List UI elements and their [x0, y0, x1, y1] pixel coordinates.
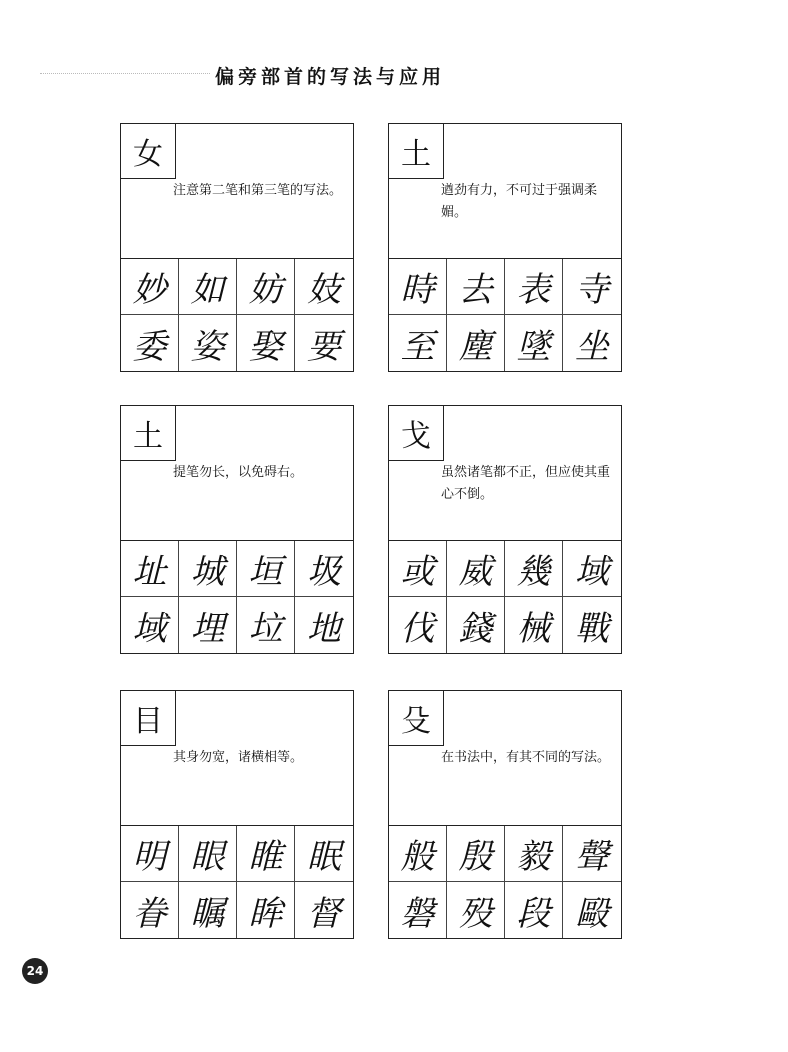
radical-tip: 虽然诸笔都不正，但应使其重心不倒。 [441, 465, 611, 502]
example-char: 殷 [447, 826, 505, 882]
example-char: 域 [563, 541, 621, 597]
example-char: 睢 [237, 826, 295, 882]
example-char: 至 [389, 315, 447, 371]
example-char: 錢 [447, 597, 505, 653]
page-title: 偏旁部首的写法与应用 [215, 66, 446, 88]
panel-header [121, 406, 353, 541]
example-char: 塵 [447, 315, 505, 371]
example-char: 地 [307, 608, 341, 649]
example-char: 伐 [389, 597, 447, 653]
example-char: 坐 [575, 326, 609, 367]
example-char: 眼 [179, 826, 237, 882]
example-char: 眷 [121, 882, 179, 938]
example-char: 殁 [447, 882, 505, 938]
example-char: 聲 [563, 826, 621, 882]
example-char: 戰 [575, 608, 609, 649]
example-char: 瞩 [179, 882, 237, 938]
radical-tip: 其身勿宽，诸横相等。 [173, 750, 304, 765]
example-char: 域 [121, 597, 179, 653]
example-char: 委 [121, 315, 179, 371]
example-char: 寺 [563, 259, 621, 315]
example-char: 娶 [237, 315, 295, 371]
example-char: 眠 [295, 826, 353, 882]
example-char: 垣 [237, 541, 295, 597]
radical-tip: 在书法中，有其不同的写法。 [441, 750, 611, 765]
example-char: 妨 [237, 259, 295, 315]
example-char: 埋 [179, 597, 237, 653]
example-char: 械 [505, 597, 563, 653]
example-char: 磐 [389, 882, 447, 938]
panel-header [389, 406, 621, 541]
example-char: 城 [179, 541, 237, 597]
page-number-badge: 24 [22, 958, 48, 984]
panel-header [121, 691, 353, 826]
example-char: 墜 [505, 315, 563, 371]
example-char: 垃 [237, 597, 295, 653]
example-grid [389, 541, 621, 653]
example-grid [121, 259, 353, 371]
example-char: 威 [447, 541, 505, 597]
radical-panel-nu [120, 123, 354, 372]
panel-header [389, 124, 621, 259]
radical-box: 土 [389, 124, 444, 179]
example-char: 址 [121, 541, 179, 597]
radical-tip: 提笔勿长，以免碍右。 [173, 465, 304, 480]
example-char: 去 [447, 259, 505, 315]
example-char: 毆 [575, 893, 609, 934]
radical-tip: 遒劲有力，不可过于强调柔媚。 [441, 183, 598, 220]
radical-tip: 注意第二笔和第三笔的写法。 [173, 183, 343, 198]
radical-panel-ge [388, 405, 622, 654]
radical-panel-tu-side [120, 405, 354, 654]
radical-panel-shu [388, 690, 622, 939]
example-char: 毅 [505, 826, 563, 882]
header-dotted-rule [40, 73, 210, 74]
example-char: 妓 [295, 259, 353, 315]
radical-panel-mu [120, 690, 354, 939]
example-char: 圾 [295, 541, 353, 597]
example-char: 眸 [237, 882, 295, 938]
radical-box: 戈 [389, 406, 444, 461]
radical-panel-tu-top [388, 123, 622, 372]
example-char: 明 [121, 826, 179, 882]
example-char: 督 [307, 893, 341, 934]
example-char: 姿 [179, 315, 237, 371]
example-char: 要 [307, 326, 341, 367]
radical-box: 女 [121, 124, 176, 179]
example-char: 幾 [505, 541, 563, 597]
example-grid [121, 541, 353, 653]
example-char: 時 [389, 259, 447, 315]
panel-header [389, 691, 621, 826]
example-grid [121, 826, 353, 938]
radical-box: 目 [121, 691, 176, 746]
example-grid [389, 259, 621, 371]
radical-box: 土 [121, 406, 176, 461]
panel-header [121, 124, 353, 259]
example-char: 段 [505, 882, 563, 938]
radical-box: 殳 [389, 691, 444, 746]
example-char: 如 [179, 259, 237, 315]
example-char: 或 [389, 541, 447, 597]
example-char: 表 [505, 259, 563, 315]
example-grid [389, 826, 621, 938]
example-char: 般 [389, 826, 447, 882]
example-char: 妙 [121, 259, 179, 315]
